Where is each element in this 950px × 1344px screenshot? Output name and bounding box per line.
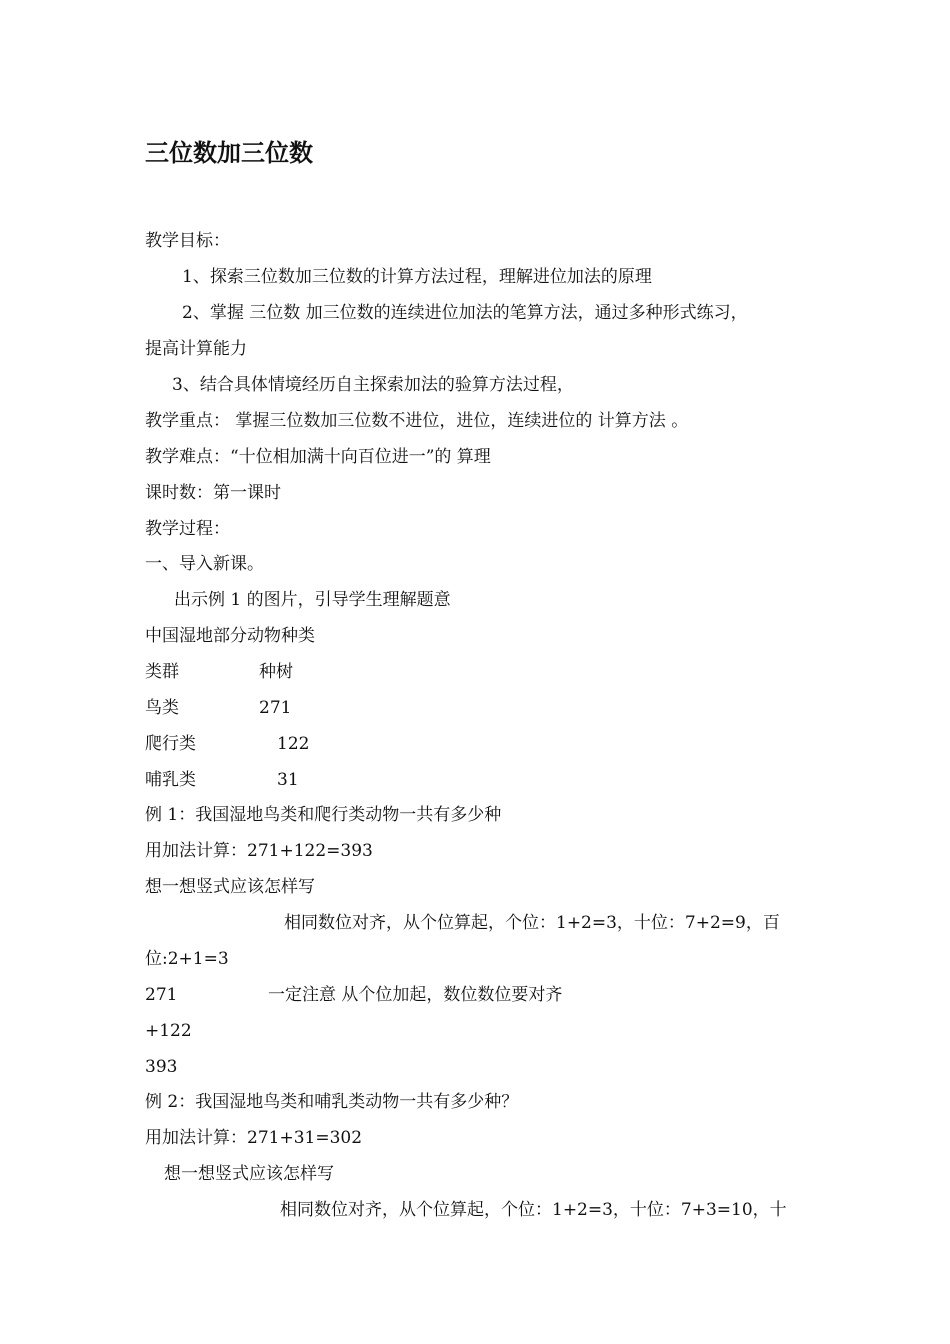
- table-header-group: 类群: [145, 662, 179, 682]
- objective-1: 1、探索三位数加三位数的计算方法过程，理解进位加法的原理: [182, 267, 652, 287]
- table-cell-group: 哺乳类: [145, 770, 196, 790]
- table-cell-count: 271: [259, 698, 292, 718]
- example-2-calculation: 用加法计算：271+31=302: [145, 1128, 363, 1148]
- table-header-count: 种树: [259, 662, 293, 682]
- example-1-calculation: 用加法计算：271+122=393: [145, 841, 373, 861]
- difficulty: 教学难点：“十位相加满十向百位进一”的 算理: [145, 447, 491, 467]
- example-1-think: 想一想竖式应该怎样写: [145, 877, 315, 897]
- periods: 课时数：第一课时: [145, 483, 281, 503]
- show-example-text: 出示例 1 的图片，引导学生理解题意: [174, 590, 451, 610]
- table-cell-count: 31: [277, 770, 299, 790]
- table-cell-group: 爬行类: [145, 734, 196, 754]
- vertical-addend-2: +122: [145, 1021, 192, 1041]
- objectives-heading: 教学目标：: [145, 231, 230, 251]
- example-1-note: 一定注意 从个位加起，数位数位要对齐: [268, 985, 563, 1005]
- vertical-sum: 393: [145, 1057, 178, 1077]
- example-1-explanation-line-2: 位:2+1=3: [145, 949, 229, 969]
- table-cell-group: 鸟类: [145, 698, 179, 718]
- vertical-addend-1: 271: [145, 985, 178, 1005]
- objective-2-line-1: 2、掌握 三位数 加三位数的连续进位加法的笔算方法，通过多种形式练习，: [182, 303, 748, 323]
- process-heading: 教学过程：: [145, 519, 230, 539]
- objective-3: 3、结合具体情境经历自主探索加法的验算方法过程，: [172, 375, 574, 395]
- key-points: 教学重点： 掌握三位数加三位数不进位，进位，连续进位的 计算方法 。: [145, 411, 689, 431]
- table-caption: 中国湿地部分动物种类: [145, 626, 315, 646]
- example-2-think: 想一想竖式应该怎样写: [164, 1164, 334, 1184]
- document-title: 三位数加三位数: [145, 139, 313, 167]
- example-2-question: 例 2：我国湿地鸟类和哺乳类动物一共有多少种？: [145, 1092, 519, 1112]
- example-1-question: 例 1：我国湿地鸟类和爬行类动物一共有多少种: [145, 805, 502, 825]
- example-1-explanation-line-1: 相同数位对齐，从个位算起，个位：1+2=3，十位：7+2=9，百: [284, 913, 780, 933]
- table-cell-count: 122: [277, 734, 310, 754]
- example-2-explanation-line-1: 相同数位对齐，从个位算起，个位：1+2=3，十位：7+3=10，十: [280, 1200, 787, 1220]
- section-1-heading: 一、导入新课。: [145, 554, 264, 574]
- objective-2-line-2: 提高计算能力: [145, 339, 247, 359]
